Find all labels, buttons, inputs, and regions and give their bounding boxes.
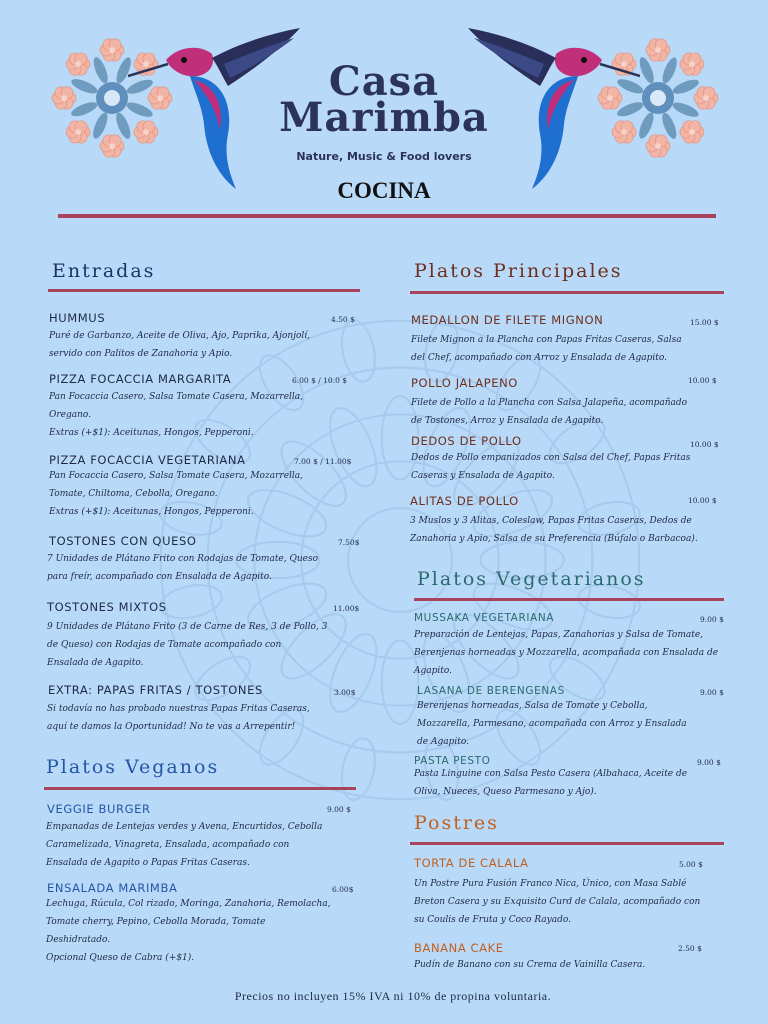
section-title-postres: Postres [414,812,499,834]
menu-item-description: Un Postre Pura Fusión Franco Nica, Único, con Masa Sablé Breton Casera y su Exquisito Curd de Calala, acompañado con su Coulis de Fruta y Coco Rayado. [414,879,701,925]
menu-item-description: 3 Muslos y 3 Alitas, Coleslaw, Papas Fritas Caseras, Dedos de Zanahoria y Apio, Salsa de su Preferencia (Búfalo o Barbacoa). [410,516,698,544]
menu-item-name: MEDALLON DE FILETE MIGNON [411,313,604,327]
menu-item-description: Filete Mignon a la Plancha con Papas Fritas Caseras, Salsa del Chef, acompañado con Arroz y Ensalada de Agapito. [411,335,682,363]
menu-item-name: ENSALADA MARIMBA [47,881,178,895]
menu-item-price: 9.00 $ [700,615,724,624]
menu-item-price: 10.00 $ [688,496,717,505]
menu-item-price: 6.00 $ / 10.0 $ [292,376,348,385]
menu-item-price: 2.50 $ [678,944,702,953]
menu-item-name: TORTA DE CALALA [414,856,529,870]
menu-item-price: 5.00 $ [679,860,703,869]
menu-item-description: Empanadas de Lentejas verdes y Avena, Encurtidos, Cebolla Caramelizada, Vinagreta, Ensalada, acompañado con Ensalada de Agapito o Papas Fritas Caseras. [46,822,323,868]
menu-item-price: 3.00$ [334,688,356,697]
brand-name-line1: Casa [328,58,440,105]
divider [58,214,716,218]
menu-item-name: DEDOS DE POLLO [411,434,522,448]
menu-item-name: BANANA CAKE [414,941,504,955]
tagline: Nature, Music & Food lovers [296,150,472,163]
footer-note: Precios no incluyen 15% IVA ni 10% de propina voluntaria. [234,989,552,1003]
menu-item-name: POLLO JALAPENO [411,376,518,390]
menu-item-name: TOSTONES MIXTOS [47,600,167,614]
menu-item-description: 7 Unidades de Plátano Frito con Rodajas de Tomate, Queso para freír, acompañado con Ensalada de Agapito. [47,554,319,582]
menu-item-description: 9 Unidades de Plátano Frito (3 de Carne de Res, 3 de Pollo, 3 de Queso) con Rodajas de Tomate acompañado con Ensalada de Agapito. [47,622,328,668]
menu-item-description: Pan Focaccia Casero, Salsa Tomate Casera, Mozarrella, Tomate, Chiltoma, Cebolla, Oregano. Extras (+$1): Aceitunas, Hongos, Pepperoni. [49,471,303,517]
menu-item-price: 7.00 $ / 11.00$ [294,457,352,466]
menu-item-name: PIZZA FOCACCIA MARGARITA [49,372,232,386]
menu-item-description: Dedos de Pollo empanizados con Salsa del Chef, Papas Fritas Caseras y Ensalada de Agapito. [411,453,691,481]
brand-name-line2: Marimba [279,94,489,141]
menu-item-name: VEGGIE BURGER [47,802,151,816]
section-title-veganos: Platos Veganos [46,756,220,778]
menu-item-price: 7.50$ [338,538,360,547]
menu-item-description: Preparación de Lentejas, Papas, Zanahorias y Salsa de Tomate, Berenjenas horneadas y Mozzarella, acompañada con Ensalada de Agapito. [414,630,719,676]
menu-item-price: 11.00$ [333,604,360,613]
header [0,0,768,230]
menu-item-price: 15.00 $ [690,318,719,327]
section-title-entradas: Entradas [52,260,156,282]
menu-item-price: 9.00 $ [697,758,721,767]
section-title-vegetarianos: Platos Vegetarianos [417,568,646,590]
menu-item-price: 4.50 $ [331,315,355,324]
menu-item-price: 6.00$ [332,885,354,894]
menu-item-description: Pudín de Banano con su Crema de Vainilla Casera. [414,960,646,970]
divider [414,598,724,601]
menu-item-name: HUMMUS [49,311,106,325]
divider [410,291,724,294]
page-title: COCINA [337,178,431,203]
menu-item-price: 9.00 $ [700,688,724,697]
menu-item-name: PIZZA FOCACCIA VEGETARIANA [49,453,246,467]
menu-item-name: TOSTONES CON QUESO [49,534,197,548]
divider [410,842,724,845]
menu-item-description: Pasta Linguine con Salsa Pesto Casera (Albahaca, Aceite de Oliva, Nueces, Queso Parmesano y Ajo). [414,769,688,797]
menu-item-description: Berenjenas horneadas, Salsa de Tomate y Cebolla, Mozzarella, Parmesano, acompañada con Arroz y Ensalada de Agapito. [417,701,687,747]
menu-item-name: ALITAS DE POLLO [410,494,519,508]
menu-item-description: Lechuga, Rúcula, Col rizado, Moringa, Zanahoria, Remolacha, Tomate cherry, Pepino, Cebolla Morada, Tomate Deshidratado. Opcional Queso de Cabra (+$1). [46,899,331,963]
divider [44,787,356,790]
menu-item-description: Pan Focaccia Casero, Salsa Tomate Casera, Mozarrella, Oregano. Extras (+$1): Aceitunas, Hongos, Pepperoni. [49,392,303,438]
section-title-principales: Platos Principales [414,260,623,282]
menu-item-price: 10.00 $ [688,376,717,385]
menu-item-description: Si todavía no has probado nuestras Papas Fritas Caseras, aquí te damos la Oportunidad! No te vas a Arrepentir! [47,704,310,732]
menu-item-name: EXTRA: PAPAS FRITAS / TOSTONES [48,683,263,697]
menu-item-name: PASTA PESTO [414,755,491,767]
menu-item-description: Filete de Pollo a la Plancha con Salsa Jalapeña, acompañado de Tostones, Arroz y Ensalada de Agapito. [411,398,688,426]
menu-item-description: Puré de Garbanzo, Aceite de Oliva, Ajo, Paprika, Ajonjolí, servido con Palitos de Zanahoria y Apio. [49,331,311,359]
menu-item-price: 9.00 $ [327,805,351,814]
menu-item-name: LASANA DE BERENGENAS [417,685,565,697]
menu-item-price: 10.00 $ [690,440,719,449]
menu-item-name: MUSSAKA VEGETARIANA [414,612,555,624]
divider [48,289,360,292]
